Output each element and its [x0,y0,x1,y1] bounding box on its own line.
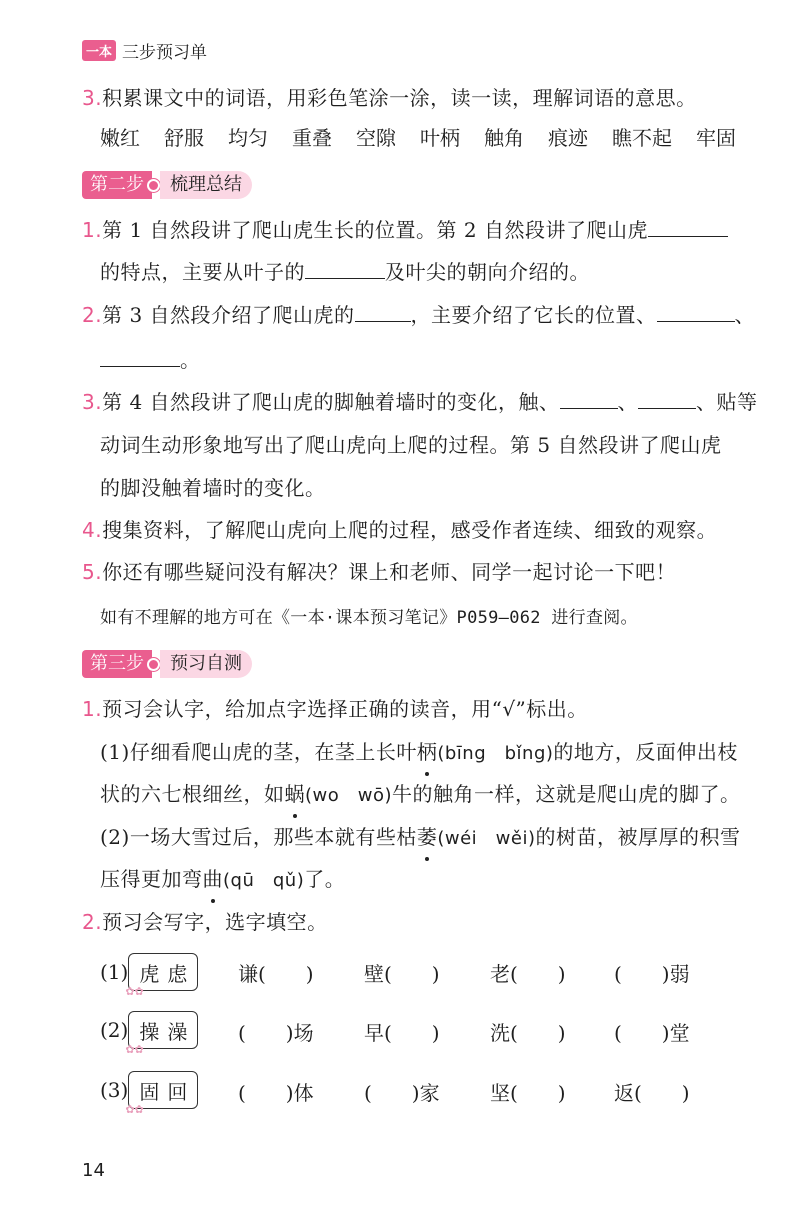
brand-logo: 一本 [82,40,116,61]
fill-blank[interactable]: 返( ) [614,1081,690,1105]
answer-blank[interactable] [355,299,411,322]
s3-q1-p1-line2: 状的六七根细丝，如蜗(wo wō)牛的触角一样，这就是爬山虎的脚了。 [100,778,741,812]
pinyin-choices[interactable]: (qū qǔ) [223,870,305,891]
s2-question-3-line3: 的脚没触着墙时的变化。 [100,476,326,500]
dotted-char: 蜗 [285,778,306,810]
s2-question-3-line2: 动词生动形象地写出了爬山虎向上爬的过程。第 5 自然段讲了爬山虎 [100,433,722,457]
vocabulary-list [100,122,760,151]
s2-question-2: 2.第 3 自然段介绍了爬山虎的 ，主要介绍了它长的位置、 、 [82,299,755,331]
word-item: 触角 [484,126,524,150]
word-item: 痕迹 [548,126,588,150]
answer-blank[interactable] [100,344,180,367]
fill-row-1: (1) 虎 虑 ✿✿ [100,953,198,991]
dotted-char: 曲 [203,863,224,895]
fill-blank[interactable]: 老( ) [490,962,566,986]
s3-q1-p2-line2: 压得更加弯曲(qū qǔ)了。 [100,863,345,897]
item-3-words-instruction: 3.积累课文中的词语，用彩色笔涂一涂，读一读，理解词语的意思。 [82,86,697,110]
dotted-char: 萎 [417,821,438,853]
s3-q1-p1-line1: (1)仔细看爬山虎的茎，在茎上长叶柄(bīng bǐng)的地方，反面伸出枝 [100,736,738,770]
fill-blank[interactable]: 早( ) [364,1021,440,1045]
word-item: 叶柄 [420,126,460,150]
section-header-step2: 第二步 梳理总结 [82,171,252,199]
fill-blank[interactable]: 坚( ) [490,1081,566,1105]
s2-question-2-line2: 。 [100,344,201,376]
pinyin-choices[interactable]: (wéi wěi) [437,828,536,849]
fill-blank[interactable]: 谦( ) [238,962,314,986]
answer-blank[interactable] [305,256,385,279]
word-item: 舒服 [164,126,204,150]
word-item: 空隙 [356,126,396,150]
s2-question-4: 4.搜集资料，了解爬山虎向上爬的过程，感受作者连续、细致的观察。 [82,518,718,542]
reference-note: 如有不理解的地方可在《一本·课本预习笔记》P059—062 进行查阅。 [100,608,638,628]
page-number: 14 [82,1160,105,1181]
s2-question-3: 3.第 4 自然段讲了爬山虎的脚触着墙时的变化，触、 、 、贴等 [82,386,758,418]
pinyin-choices[interactable]: (bīng bǐng) [437,743,554,764]
fill-blank[interactable]: 壁( ) [364,962,440,986]
fill-blank[interactable]: ( )体 [238,1081,314,1105]
s2-question-1: 1.第 1 自然段讲了爬山虎生长的位置。第 2 自然段讲了爬山虎 [82,214,728,246]
dotted-char: 柄 [417,736,438,768]
header-title: 三步预习单 [122,43,208,63]
fill-row-3: (3) 固 回 ✿✿ [100,1071,198,1109]
fill-row-2: (2) 操 澡 ✿✿ [100,1011,198,1049]
fill-blank[interactable]: ( )堂 [614,1021,690,1045]
answer-blank[interactable] [657,299,735,322]
section-dot-icon [147,658,160,671]
fill-blank[interactable]: ( )弱 [614,962,690,986]
fill-blank[interactable]: ( )场 [238,1021,314,1045]
fill-blank[interactable]: ( )家 [364,1081,440,1105]
answer-blank[interactable] [638,386,696,409]
fill-blank[interactable]: 洗( ) [490,1021,566,1045]
word-item: 重叠 [292,126,332,150]
flower-icon: ✿✿ [125,1103,144,1116]
s3-question-1: 1.预习会认字，给加点字选择正确的读音，用“√”标出。 [82,697,588,721]
section-header-step3: 第三步 预习自测 [82,650,252,678]
flower-icon: ✿✿ [125,985,144,998]
flower-icon: ✿✿ [125,1043,144,1056]
word-item: 嫩红 [100,126,140,150]
char-choice-box: 操 澡 ✿✿ [128,1011,198,1049]
word-item: 均匀 [228,126,268,150]
word-item: 牢固 [696,126,736,150]
page-header [82,38,207,63]
s2-question-1-line2: 的特点，主要从叶子的 及叶尖的朝向介绍的。 [100,256,590,288]
word-item: 瞧不起 [612,126,672,150]
char-choice-box: 固 回 ✿✿ [128,1071,198,1109]
char-choice-box: 虎 虑 ✿✿ [128,953,198,991]
pinyin-choices[interactable]: (wo wō) [305,785,393,806]
s2-question-5: 5.你还有哪些疑问没有解决？课上和老师、同学一起讨论一下吧！ [82,560,677,584]
s3-question-2: 2.预习会写字，选字填空。 [82,910,328,934]
answer-blank[interactable] [648,214,728,237]
s3-q1-p2-line1: (2)一场大雪过后，那些本就有些枯萎(wéi wěi)的树苗，被厚厚的积雪 [100,821,740,855]
answer-blank[interactable] [560,386,618,409]
section-dot-icon [147,179,160,192]
